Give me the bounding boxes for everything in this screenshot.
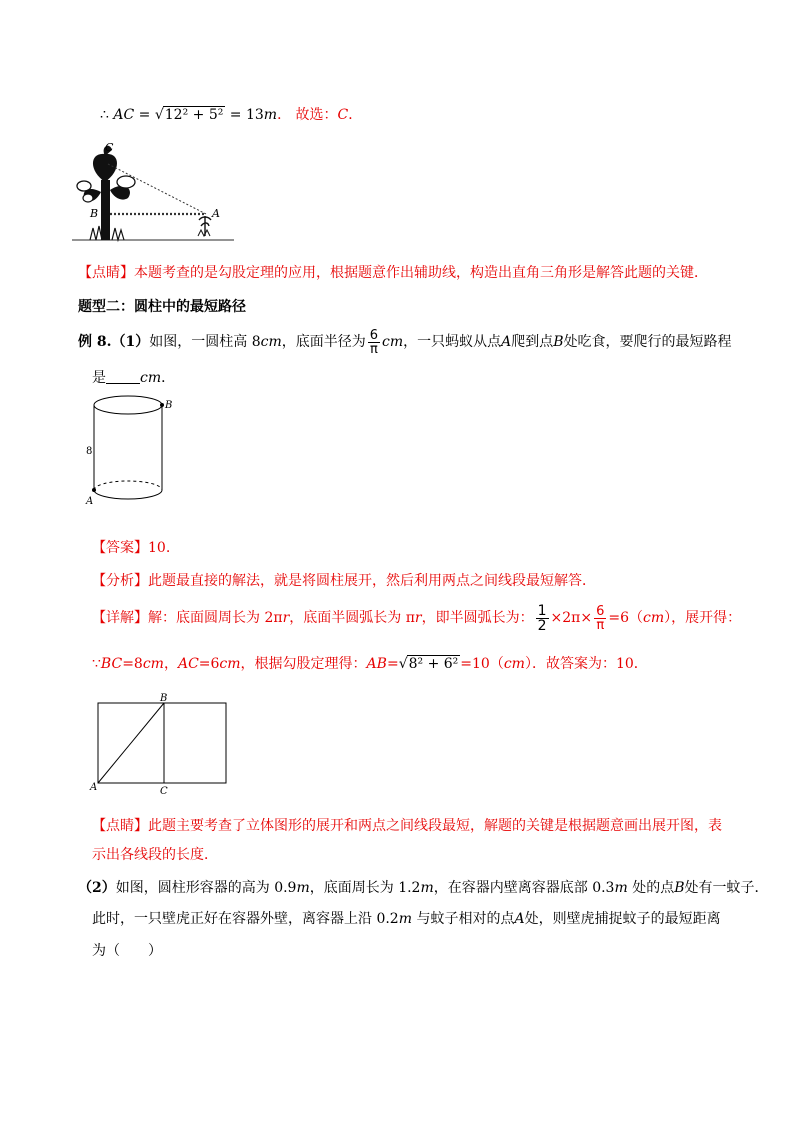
unit-cm: cm: [503, 656, 525, 672]
sqrt-expression: 12² + 5²: [164, 107, 224, 123]
detail-l2-text-4: ，根据勾股定理得：: [240, 656, 367, 672]
detail-l2-text-2: ，: [163, 656, 178, 672]
var-r: r: [414, 610, 422, 626]
ex8-text-2: ，底面半径为: [281, 334, 366, 350]
unit-cm: cm: [382, 334, 404, 350]
detail-text-1: 解：底面圆周长为 2π: [148, 610, 283, 626]
ex8-text-1: 如图，一圆柱高 8: [149, 334, 261, 350]
point-comment-1: [78, 262, 708, 282]
part2-text-1e: 处有一蚊子．: [684, 880, 769, 896]
cylinder-height-label: 8: [86, 446, 93, 457]
cylinder-label-a: A: [86, 496, 94, 507]
part2-text-2b: 与蚊子相对的点: [412, 911, 515, 927]
answer-line: [92, 537, 170, 557]
tree-label-a: A: [212, 207, 220, 220]
example-8-part1: [78, 322, 732, 362]
part2-text-1d: 处的点: [627, 880, 675, 896]
point-b: B: [674, 880, 685, 896]
unit-cm: cm: [643, 610, 665, 626]
top-conclusion-line: ∴ AC = √12² + 5² = 13m． 故选：C．: [100, 107, 363, 123]
unfolded-rectangle-figure: [88, 693, 238, 797]
detail-l2-text-6: ）．故答案为：10．: [524, 656, 648, 672]
fraction-denominator: π: [369, 341, 378, 357]
part2-text-2: 此时，一只壁虎正好在容器外壁，离容器上沿 0.2: [92, 911, 399, 927]
detail-tag: 【详解】: [92, 610, 148, 626]
segment-ac: AC: [113, 107, 135, 123]
because-symbol: ∵: [92, 656, 101, 672]
half-fraction: [536, 604, 549, 633]
part2-text-1c: ，在容器内壁离容器底部 0.3: [433, 880, 615, 896]
section-title: 题型二：圆柱中的最短路径: [78, 299, 246, 315]
detail-text-3: ，即半圆弧长为：: [421, 610, 534, 626]
unit-m: m: [614, 880, 628, 896]
analysis-text: 此题最直接的解法，就是将圆柱展开，然后利用两点之间线段最短解答．: [148, 573, 596, 589]
detail-line-2: ∵BC=8cm，AC=6cm，根据勾股定理得：AB=√8² + 6² =10（cm）．故答案为：10．: [92, 656, 648, 672]
ex8-line2-end: ．: [161, 370, 176, 386]
tree-label-b: B: [90, 207, 99, 220]
part2-text-1: 如图，圆柱形容器的高为 0.9: [115, 880, 297, 896]
unit-m: m: [296, 880, 310, 896]
fraction-denominator: 2: [537, 617, 547, 634]
tree-figure: [68, 140, 238, 246]
equals-sign: =: [386, 656, 399, 672]
part-label: （1）: [111, 334, 150, 350]
point-comment-2-line1: [92, 815, 722, 835]
unit-m: m: [263, 107, 278, 123]
point-tag: 【点睛】: [92, 818, 148, 834]
detail-line-1: [92, 596, 741, 640]
unit-cm: cm: [142, 656, 164, 672]
point-text: 本题考查的是勾股定理的应用，根据题意作出辅助线，构造出直角三角形是解答此题的关键．: [134, 265, 708, 281]
result-value: = 13: [225, 107, 264, 123]
rect-label-a: A: [90, 782, 98, 793]
detail-text-4: ），展开得：: [664, 610, 742, 626]
fraction-numerator: 6: [369, 327, 379, 343]
var-r: r: [282, 610, 290, 626]
segment-ac: AC: [177, 656, 199, 672]
answer-text: 10.: [148, 540, 171, 556]
choose-label: 故选：: [295, 107, 338, 123]
ex8-line2-prefix: 是: [92, 370, 106, 386]
analysis-tag: 【分析】: [92, 573, 148, 589]
separator: ．: [277, 107, 292, 123]
fraction-denominator: π: [596, 617, 605, 633]
tree-label-c: C: [105, 141, 114, 154]
point-b: B: [553, 334, 564, 350]
unit-m: m: [420, 880, 434, 896]
detail-eq: =6（: [608, 610, 644, 626]
equals-sign: =: [134, 107, 155, 123]
part2-line2: [92, 908, 721, 928]
answer-tag: 【答案】: [92, 540, 148, 556]
detail-l2-text-5: =10（: [460, 656, 504, 672]
segment-ab: AB: [366, 656, 387, 672]
example-8-part1-line2: [92, 367, 175, 387]
unit-cm: cm: [140, 370, 162, 386]
cylinder-figure: [84, 390, 174, 515]
ex8-text-5: 处吃食，要爬行的最短路程: [563, 334, 732, 350]
radius-fraction-detail: [594, 605, 606, 632]
choice-c: C: [337, 107, 349, 123]
end-punct: ．: [348, 107, 363, 123]
unit-cm: cm: [219, 656, 241, 672]
therefore-symbol: ∴: [100, 107, 109, 123]
answer-blank[interactable]: [106, 371, 140, 384]
detail-times: ×2π×: [550, 610, 593, 626]
example-label: 例 8.: [78, 334, 112, 350]
analysis-line: [92, 570, 596, 590]
part2-text-1b: ，底面周长为 1.2: [309, 880, 421, 896]
rect-label-b: B: [160, 693, 168, 704]
segment-bc: BC: [100, 656, 123, 672]
part2-line1: [78, 877, 769, 897]
point-text-1: 此题主要考查了立体图形的展开和两点之间线段最短，解题的关键是根据题意画出展开图，表: [148, 818, 722, 834]
detail-text-2: ，底面半圆弧长为 π: [289, 610, 415, 626]
ex8-text-4: 爬到点: [511, 334, 554, 350]
point-tag: 【点睛】: [78, 265, 134, 281]
part2-text-2c: 处，则壁虎捕捉蚊子的最短距离: [524, 911, 721, 927]
point-a: A: [514, 911, 525, 927]
detail-l2-text-1: =8: [122, 656, 143, 672]
cylinder-label-b: B: [165, 400, 173, 411]
fraction-numerator: 6: [596, 603, 605, 619]
sqrt-expression: 8² + 6²: [408, 656, 459, 672]
rect-label-c: C: [160, 786, 168, 797]
detail-l2-text-3: =6: [198, 656, 220, 672]
point-comment-2-line2: 示出各线段的长度．: [92, 847, 218, 863]
fraction-numerator: 1: [537, 602, 547, 619]
part2-label: （2）: [78, 880, 116, 896]
unit-m: m: [398, 911, 412, 927]
radius-fraction: [368, 329, 380, 356]
unit-cm: cm: [260, 334, 282, 350]
point-a: A: [501, 334, 512, 350]
part2-line3: 为（ ）: [92, 943, 162, 959]
ex8-text-3: ，一只蚂蚁从点: [403, 334, 502, 350]
